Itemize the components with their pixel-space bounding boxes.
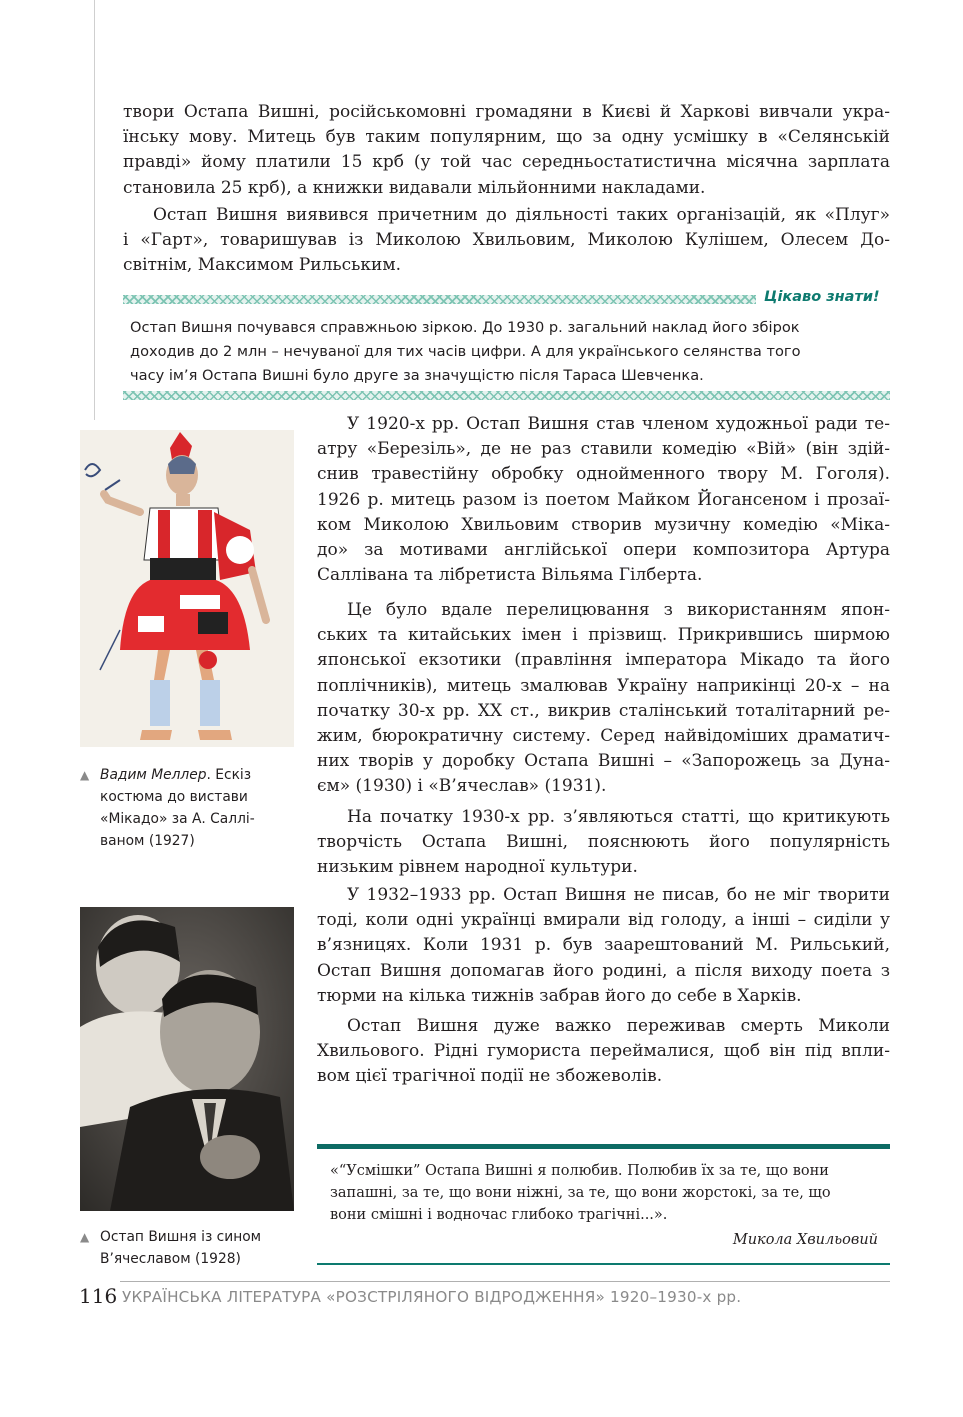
paragraph-1920s — [317, 412, 890, 588]
text-line: Остап Вишня виявився причетним до діяльності таких організацій, як «Плуг» — [153, 205, 890, 225]
text-line: тоді, коли одні українці вмирали від голоду, а інші – сиділи у — [317, 910, 890, 931]
caption-text: ваном (1927) — [100, 833, 195, 849]
caption-text: Остап Вишня із сином — [100, 1229, 262, 1245]
text-line: поплічників), митець змалював Україну наприкінці 20-х – на — [317, 675, 890, 696]
quote-bottom-rule — [317, 1263, 890, 1265]
paragraph-mikado — [317, 598, 890, 800]
caption-costume-sketch — [80, 764, 255, 852]
text-line: жим, бюрократичну систему. Серед найвідоміших драматич- — [317, 726, 890, 747]
caption-text: «Мікадо» за А. Саллі- — [100, 811, 255, 827]
caption-text: костюма до вистави — [100, 789, 248, 805]
caption-portrait — [80, 1226, 261, 1270]
text-line: їнську мову. Митець був таким популярним, що за одну усмішку в «Селянській — [123, 127, 890, 148]
info-ornament-top — [123, 295, 756, 304]
paragraph-top — [123, 100, 890, 201]
text-line: низьким рівнем народної культури. — [317, 857, 638, 878]
text-line: світнім, Максимом Рильським. — [123, 255, 402, 276]
footer-rule — [120, 1281, 890, 1282]
text-line: снив травестійну обробку однойменного твору М. Гоголя). — [317, 464, 890, 485]
info-line: доходив до 2 млн – нечуваної для тих часів цифри. А для українського селянства того — [130, 343, 801, 360]
text-line: 1926 р. митець разом із поетом Майком Йогансеном і прозаї- — [317, 489, 890, 510]
text-line: правді» йому платили 15 крб (у той час середньостатистична місячна зарплата — [123, 152, 890, 173]
quote-author: Микола Хвильовий — [732, 1232, 878, 1248]
info-line: Остап Вишня почувався справжньою зіркою. До 1930 р. загальний наклад його збірок — [130, 319, 800, 336]
paragraph-criticism — [317, 805, 890, 881]
text-line: і «Гарт», товаришував із Миколою Хвильовим, Миколою Кулішем, Олесем До- — [123, 230, 890, 251]
page-number: 116 — [79, 1284, 118, 1308]
text-line: становила 25 крб), а книжки видавали мільйонними накладами. — [123, 177, 706, 198]
text-line: Це було вдале перелицювання з використанням япон- — [347, 600, 890, 620]
text-line: початку 30-х рр. XX ст., викрив сталінський тоталітарний ре- — [317, 700, 890, 721]
paragraph-khvylovy-death — [317, 1014, 890, 1090]
running-title: УКРАЇНСЬКА ЛІТЕРАТУРА «РОЗСТРІЛЯНОГО ВІДРОДЖЕННЯ» 1920–1930-х рр. — [122, 1288, 742, 1306]
portrait-photo — [80, 907, 294, 1211]
triangle-icon: ▲ — [80, 1230, 90, 1244]
text-line: Хвильового. Рідні гумориста переймалися, щоб він під впли- — [317, 1041, 890, 1062]
text-line: єм» (1930) і «В’ячеслав» (1931). — [317, 776, 607, 797]
text-line: до» за мотивами англійської опери композитора Артура — [317, 540, 890, 561]
caption-text: В’ячеславом (1928) — [100, 1251, 241, 1267]
quote-top-bar — [317, 1144, 890, 1149]
text-line: тюрми на кілька тижнів забрав його до себе в Харків. — [317, 985, 802, 1006]
info-box-text — [130, 316, 888, 388]
text-line: японської екзотики (правління імператора Мікадо та його — [317, 650, 890, 671]
text-line: них творів у доробку Остапа Вишні – «Запорожець за Дуна- — [317, 751, 890, 772]
text-line: твори Остапа Вишні, російськомовні громадяни в Києві й Харкові вивчали укра- — [123, 102, 890, 122]
text-line: ком Миколою Хвильовим створив музичну комедію «Міка- — [317, 514, 890, 535]
text-line: У 1920-х рр. Остап Вишня став членом художньої ради те- — [347, 414, 890, 434]
text-line: вом цієї трагічної події не збожеволів. — [317, 1066, 663, 1087]
triangle-icon: ▲ — [80, 768, 90, 782]
caption-author: Вадим Меллер — [100, 767, 207, 783]
quote-line: «“Усмішки” Остапа Вишні я полюбив. Полюбив їх за те, що вони — [330, 1163, 829, 1179]
margin-line — [94, 0, 95, 420]
quote-line: запашні, за те, що вони ніжні, за те, що вони жорстокі, за те, що — [330, 1185, 831, 1201]
quote-line: вони смішні і водночас глибоко трагічні...». — [330, 1207, 668, 1223]
caption-text: . Ескіз — [206, 767, 252, 783]
text-line: Салліванa та лібретиста Вільяма Гілберта. — [317, 565, 703, 586]
text-line: в’язницях. Коли 1931 р. був заарештований М. Рильський, — [317, 935, 890, 956]
info-ornament-bottom — [123, 391, 890, 400]
text-line: ських та китайських імен і прізвищ. Прикрившись ширмою — [317, 625, 890, 646]
text-line: атру «Березіль», де не раз ставили комедію «Вій» (він здій- — [317, 439, 890, 460]
info-line: часу ім’я Остапа Вишні було друге за значущістю після Тараса Шевченка. — [130, 367, 704, 384]
text-line: Остап Вишня допомагав його родині, а після виходу поета з — [317, 960, 890, 981]
costume-sketch-drawing — [80, 430, 294, 747]
paragraph-famine — [317, 883, 890, 1009]
text-line: Остап Вишня дуже важко переживав смерть Миколи — [347, 1016, 890, 1036]
text-line: На початку 1930-х рр. з’являються статті, що критикують — [347, 807, 890, 827]
portrait-photo-drawing — [80, 907, 294, 1211]
info-title: Цікаво знати! — [764, 289, 880, 305]
quote-text — [330, 1160, 880, 1226]
text-line: У 1932–1933 рр. Остап Вишня не писав, бо не міг творити — [347, 885, 890, 905]
text-line: творчість Остапа Вишні, пояснюють його популярність — [317, 832, 890, 853]
costume-sketch-image — [80, 430, 294, 747]
paragraph-organizations — [123, 203, 890, 279]
